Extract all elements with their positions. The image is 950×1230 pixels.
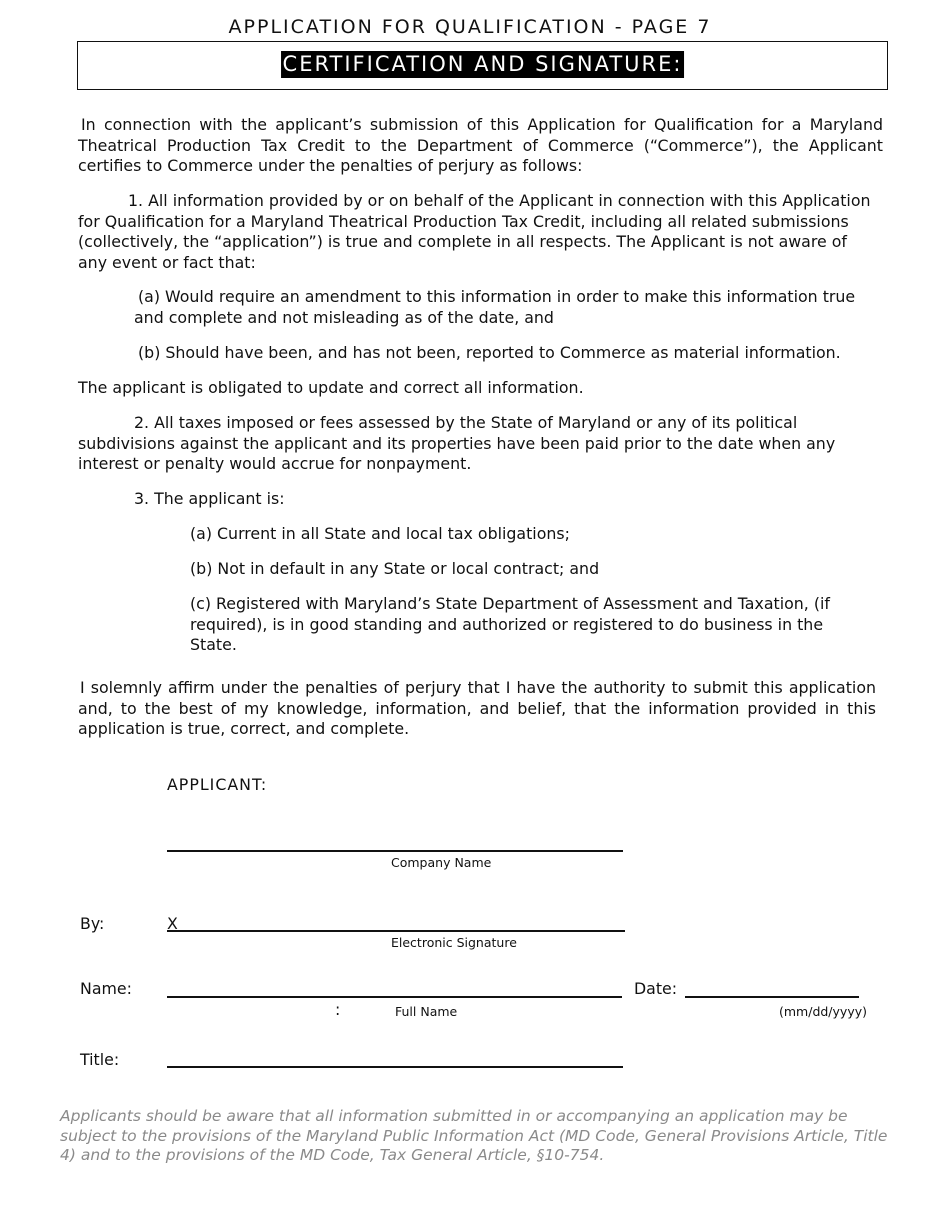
- page-header: APPLICATION FOR QUALIFICATION - PAGE 7: [228, 16, 712, 38]
- item-2: 2. All taxes imposed or fees assessed by the State of Maryland or any of its political subdivisions against the applicant and its properties have been paid prior to the date when any interest or penalty would accrue for nonpayment.: [78, 413, 836, 473]
- full-name-caption: Full Name: [395, 1004, 458, 1019]
- section-title-box: [77, 41, 888, 90]
- item-1b: (b) Should have been, and has not been, reported to Commerce as material information.: [138, 343, 841, 362]
- name-label: Name:: [80, 979, 132, 998]
- title-label: Title:: [80, 1050, 120, 1069]
- section-title: CERTIFICATION AND SIGNATURE:: [282, 52, 683, 76]
- signature-x-mark: X: [167, 914, 178, 933]
- company-name-line[interactable]: [167, 850, 623, 852]
- item-3a: (a) Current in all State and local tax obligations;: [190, 524, 570, 543]
- update-statement: The applicant is obligated to update and correct all information.: [78, 378, 584, 397]
- item-3b: (b) Not in default in any State or local contract; and: [190, 559, 600, 578]
- date-label: Date:: [634, 979, 678, 998]
- item-1: 1. All information provided by or on behalf of the Applicant in connection with this Application for Qualification for a Maryland Theatrical Production Tax Credit, including all related submissions (collectively, the “application”) is true and complete in all respects. The Applicant is not aware of any event or fact that:: [78, 191, 871, 272]
- name-colon: :: [335, 1000, 341, 1019]
- disclosure-note: Applicants should be aware that all information submitted in or accompanying an application may be subject to the provisions of the Maryland Public Information Act (MD Code, General Provisions Article, Title 4) and to the provisions of the MD Code, Tax General Article, §10-754.: [60, 1107, 888, 1164]
- item-3: 3. The applicant is:: [134, 489, 285, 508]
- full-name-line[interactable]: [167, 996, 622, 998]
- company-name-caption: Company Name: [391, 855, 492, 870]
- item-1a: (a) Would require an amendment to this information in order to make this information true and complete and not misleading as of the date, and: [134, 287, 856, 327]
- item-3c: (c) Registered with Maryland’s State Department of Assessment and Taxation, (if required), is in good standing and authorized or registered to do business in the State.: [190, 594, 830, 654]
- date-line[interactable]: [685, 996, 859, 998]
- affirmation: I solemnly affirm under the penalties of perjury that I have the authority to submit this application and, to the best of my knowledge, information, and belief, that the information provided in this application is true, correct, and complete.: [78, 678, 876, 738]
- title-line[interactable]: [167, 1066, 623, 1068]
- date-format-caption: (mm/dd/yyyy): [779, 1004, 867, 1019]
- applicant-label: APPLICANT:: [167, 775, 268, 794]
- electronic-signature-caption: Electronic Signature: [391, 935, 517, 950]
- intro-paragraph: In connection with the applicant’s submission of this Application for Qualification for a Maryland Theatrical Production Tax Credit to the Department of Commerce (“Commerce”), the Applicant certifies to Commerce under the penalties of perjury as follows:: [78, 115, 883, 175]
- electronic-signature-line[interactable]: [167, 930, 625, 932]
- by-label: By:: [80, 914, 105, 933]
